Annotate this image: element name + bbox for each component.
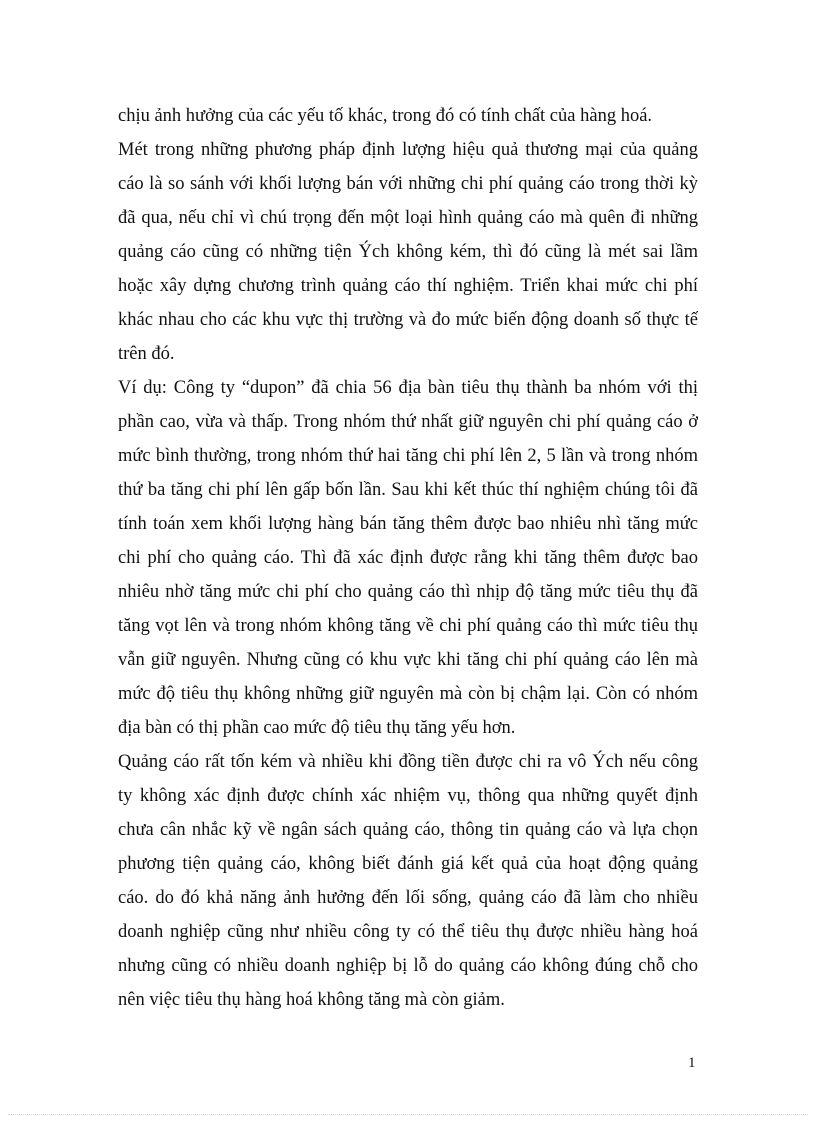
text-line: nhưng cũng có nhiều doanh nghiệp bị lỗ do quảng cáo không đúng chỗ cho	[118, 956, 698, 976]
text-line: mức độ tiêu thụ không những giữ nguyên mà còn bị chậm lại. Còn có nhóm	[118, 684, 698, 704]
text-line: đã qua, nếu chỉ vì chú trọng đến một loại hình quảng cáo mà quên đi những	[118, 208, 698, 228]
text-line: phần cao, vừa và thấp. Trong nhóm thứ nhất giữ nguyên chi phí quảng cáo ở	[118, 412, 698, 432]
text-line: ty không xác định được chính xác nhiệm vụ, thông qua những quyết định	[118, 786, 698, 806]
text-line: tăng vọt lên và trong nhóm không tăng về chi phí quảng cáo thì mức tiêu thụ	[118, 616, 698, 636]
page-number: 1	[688, 1055, 696, 1071]
text-line: tính toán xem khối lượng hàng bán tăng thêm được bao nhiêu nhì tăng mức	[118, 514, 698, 534]
text-line: Mét trong những phương pháp định lượng hiệu quả thương mại của quảng	[118, 140, 698, 160]
text-line: thứ ba tăng chi phí lên gấp bốn lần. Sau khi kết thúc thí nghiệm chúng tôi đã	[118, 480, 698, 500]
text-line: vẫn giữ nguyên. Nhưng cũng có khu vực khi tăng chi phí quảng cáo lên mà	[118, 650, 698, 670]
text-line: mức bình thường, trong nhóm thứ hai tăng chi phí lên 2, 5 lần và trong nhóm	[118, 446, 698, 466]
text-line: chưa cân nhắc kỹ về ngân sách quảng cáo, thông tin quảng cáo và lựa chọn	[118, 820, 698, 840]
paragraph	[118, 99, 698, 133]
body-text	[118, 99, 698, 1017]
paragraph	[118, 133, 698, 371]
text-line: quảng cáo cũng có những tiện Ých không kém, thì đó cũng là mét sai lầm	[118, 242, 698, 262]
text-line: doanh nghiệp cũng như nhiều công ty có thể tiêu thụ được nhiều hàng hoá	[118, 922, 698, 942]
text-line: địa bàn có thị phần cao mức độ tiêu thụ tăng yếu hơn.	[118, 718, 516, 738]
text-line: Quảng cáo rất tốn kém và nhiều khi đồng tiền được chi ra vô Ých nếu công	[118, 752, 698, 772]
paragraph	[118, 371, 698, 745]
paragraph	[118, 745, 698, 1017]
text-line: hoặc xây dựng chương trình quảng cáo thí nghiệm. Triển khai mức chi phí	[118, 276, 698, 296]
text-line: phương tiện quảng cáo, không biết đánh giá kết quả của hoạt động quảng	[118, 854, 698, 874]
text-line: trên đó.	[118, 344, 175, 364]
text-line: khác nhau cho các khu vực thị trường và đo mức biến động doanh số thực tế	[118, 310, 698, 330]
text-line: nhiêu nhờ tăng mức chi phí cho quảng cáo thì nhịp độ tăng mức tiêu thụ đã	[118, 582, 698, 602]
text-line: nên việc tiêu thụ hàng hoá không tăng mà còn giảm.	[118, 990, 505, 1010]
page-bottom-divider	[8, 1114, 808, 1115]
text-line: chi phí cho quảng cáo. Thì đã xác định được rằng khi tăng thêm được bao	[118, 548, 698, 568]
text-line: cáo là so sánh với khối lượng bán với những chi phí quảng cáo trong thời kỳ	[118, 174, 698, 194]
text-line: chịu ảnh hưởng của các yếu tố khác, trong đó có tính chất của hàng hoá.	[118, 106, 653, 126]
text-line: cáo. do đó khả năng ảnh hưởng đến lối sống, quảng cáo đã làm cho nhiều	[118, 888, 698, 908]
text-line: Ví dụ: Công ty “dupon” đã chia 56 địa bàn tiêu thụ thành ba nhóm với thị	[118, 378, 698, 398]
